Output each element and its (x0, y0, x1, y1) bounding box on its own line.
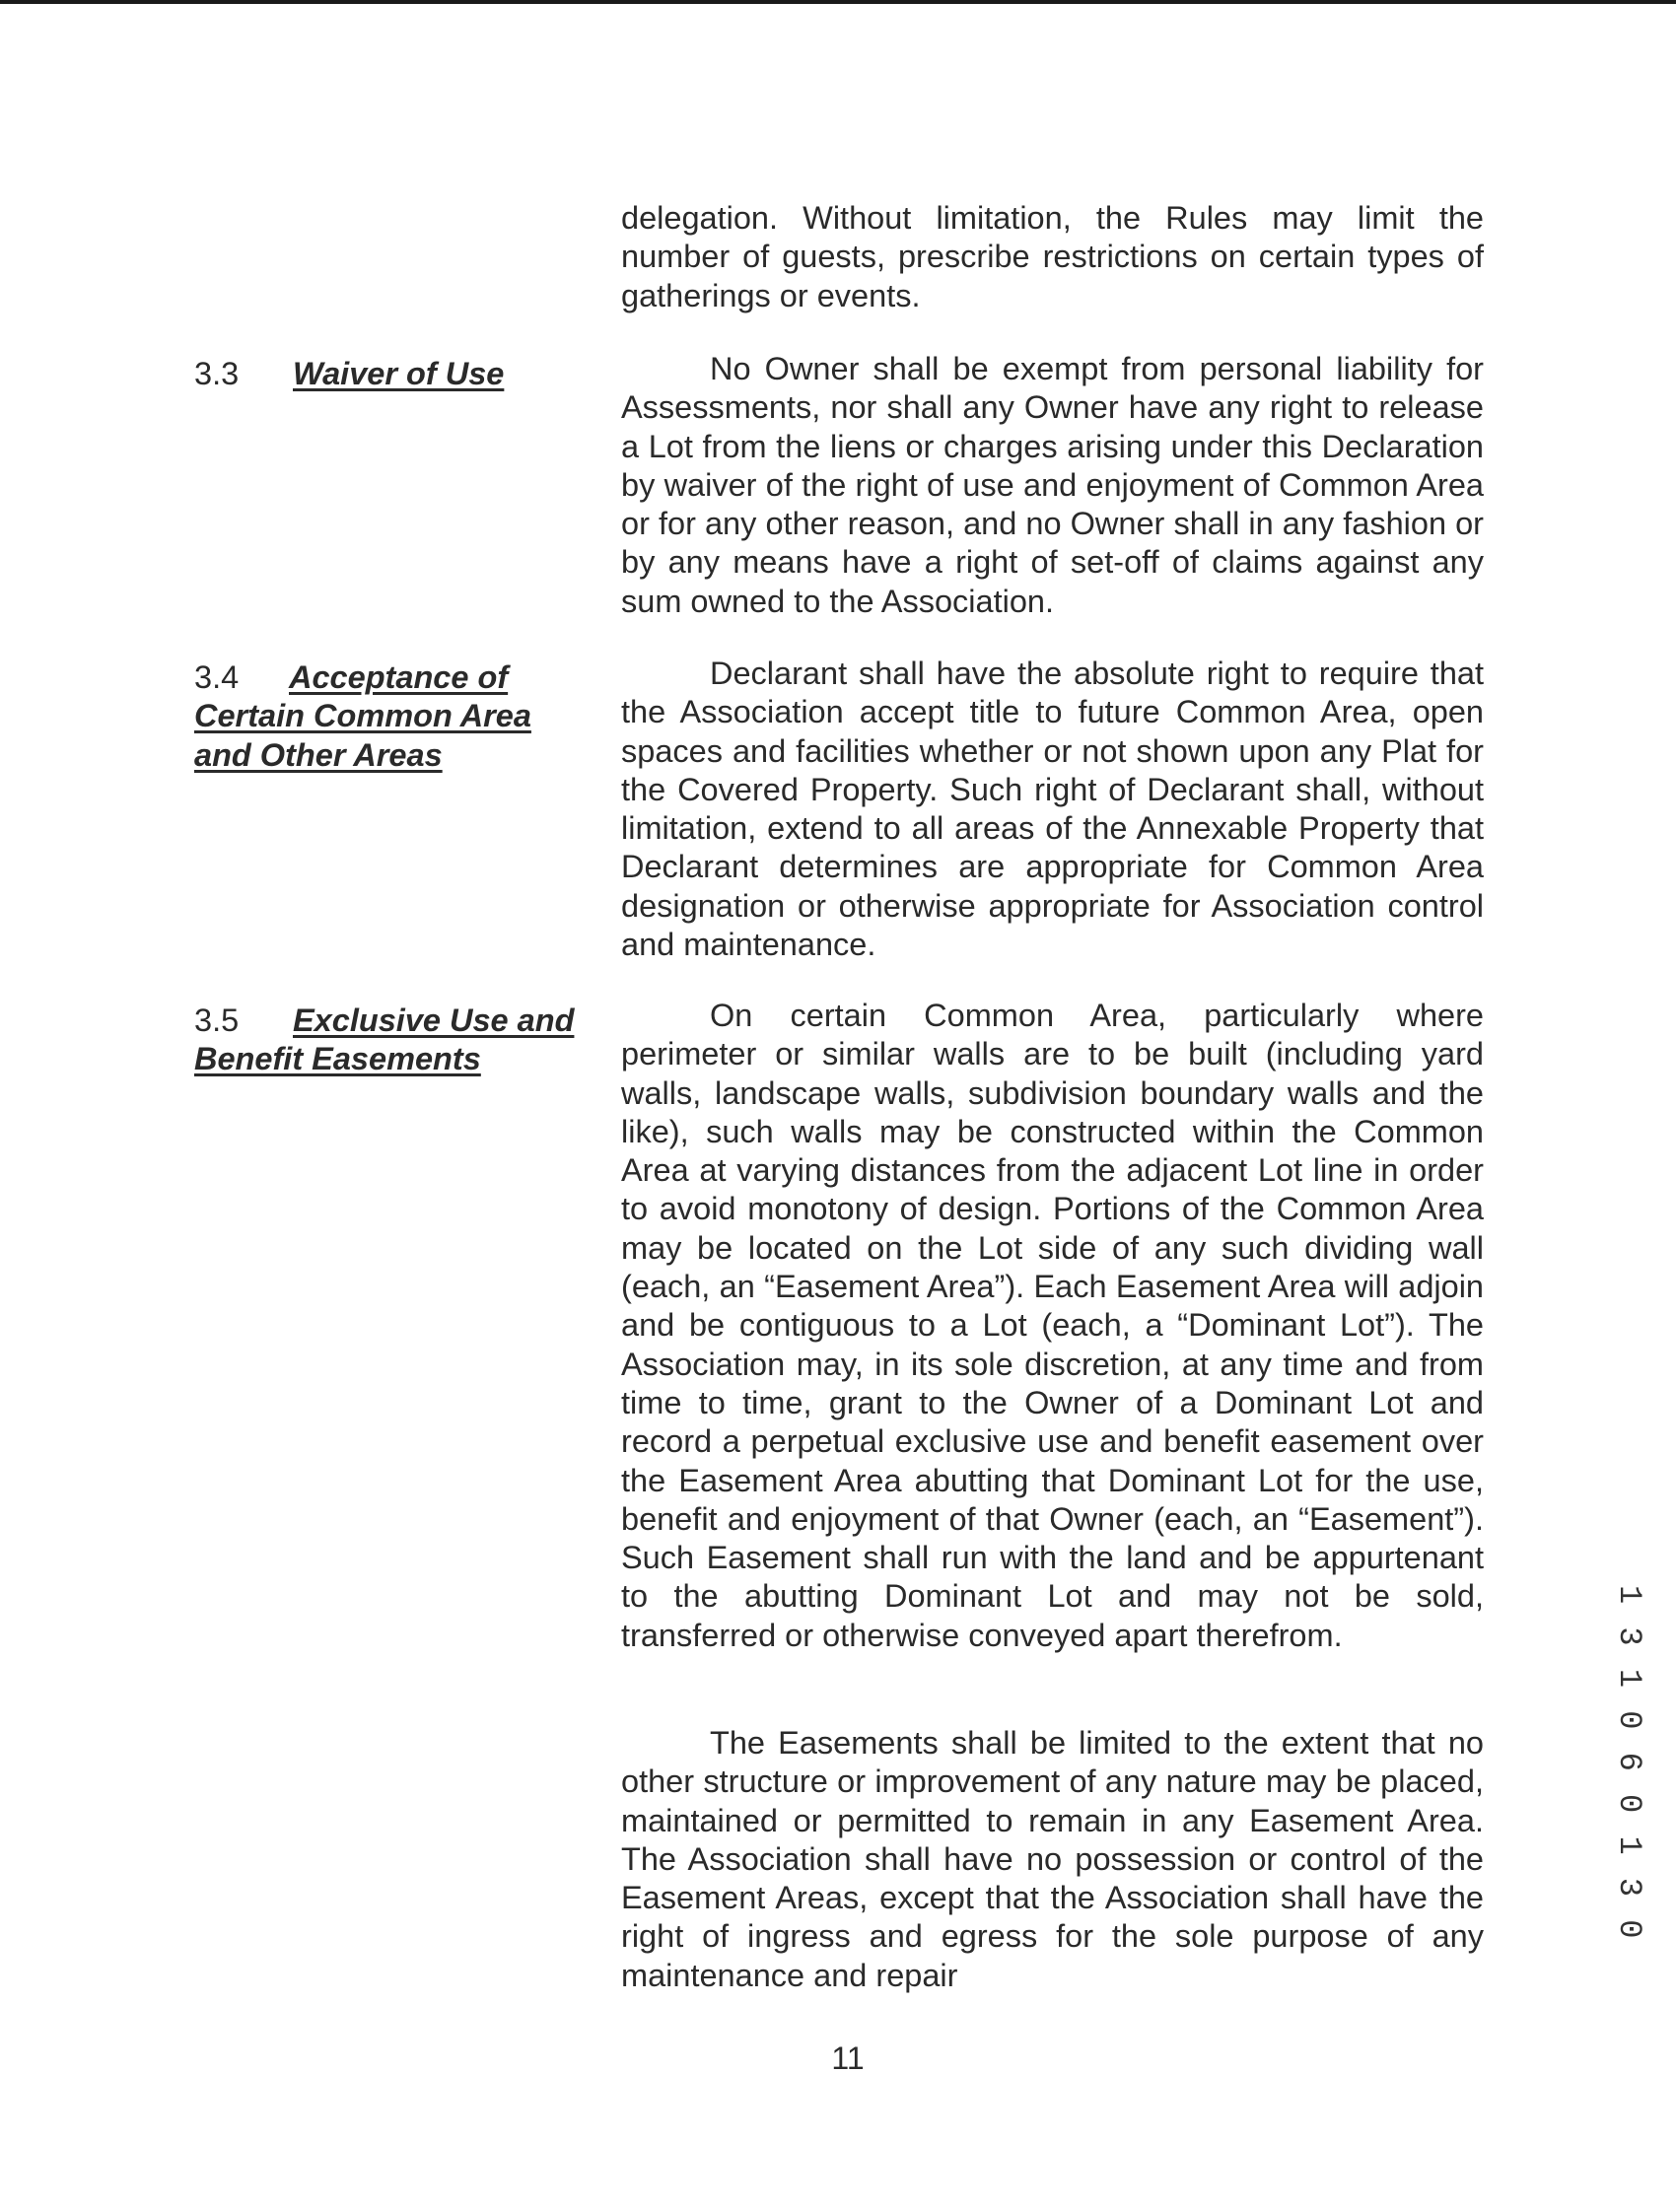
section-title: Acceptance of Certain Common Area and Other Areas (194, 659, 531, 773)
continuation-paragraph: delegation. Without limitation, the Rules may limit the number of guests, prescribe restrictions on certain types of gatherings or events. (621, 200, 1484, 313)
section-heading-3-3 (194, 355, 608, 393)
section-number: 3.4 (194, 659, 240, 695)
page-number: 11 (831, 2040, 865, 2076)
section-3-4-paragraph: Declarant shall have the absolute right to require that the Association accept title to future Common Area, open spaces and facilities whether or not shown upon any Plat for the Covered Property. Such right of Declarant shall, without limitation, extend to all areas of the Annexable Property that Declarant determines are appropriate for Common Area designation or otherwise appropriate for Association control and maintenance. (621, 656, 1484, 963)
section-title: Waiver of Use (293, 356, 505, 391)
section-title: Exclusive Use and Benefit Easements (194, 1002, 575, 1077)
recording-number-stamp: 1 3 1 0 6 0 1 3 0 (1611, 1585, 1647, 1941)
section-number: 3.3 (194, 356, 240, 391)
section-number: 3.5 (194, 1002, 240, 1038)
section-heading-3-4 (194, 658, 569, 775)
section-3-5-paragraph-2: The Easements shall be limited to the extent that no other structure or improvement of any nature may be placed, maintained or permitted to remain in any Easement Area. The Association shall have no possession or control of the Easement Areas, except that the Association shall have the right of ingress and egress for the sole purpose of any maintenance and repair (621, 1725, 1484, 1993)
section-3-5-paragraph: On certain Common Area, particularly where perimeter or similar walls are to be built (including yard walls, landscape walls, subdivision boundary walls and the like), such walls may be constructed within the Common Area at varying distances from the adjacent Lot line in order to avoid monotony of design. Portions of the Common Area may be located on the Lot side of any such dividing wall (each, an “Easement Area”). Each Easement Area will adjoin and be contiguous to a Lot (each, a “Dominant Lot”). The Association may, in its sole discretion, at any time and from time to time, grant to the Owner of a Dominant Lot and record a perpetual exclusive use and benefit easement over the Easement Area abutting that Dominant Lot for the use, benefit and enjoyment of that Owner (each, an “Easement”). Such Easement shall run with the land and be appurtenant to the abutting Dominant Lot and may not be sold, transferred or otherwise conveyed apart therefrom. (621, 998, 1484, 1653)
section-heading-3-5 (194, 1002, 608, 1079)
top-border-rule (0, 0, 1676, 4)
section-3-3-paragraph: No Owner shall be exempt from personal liability for Assessments, nor shall any Owner have any right to release a Lot from the liens or charges arising under this Declaration by waiver of the right of use and enjoyment of Common Area or for any other reason, and no Owner shall in any fashion or by any means have a right of set-off of claims against any sum owned to the Association. (621, 351, 1484, 619)
